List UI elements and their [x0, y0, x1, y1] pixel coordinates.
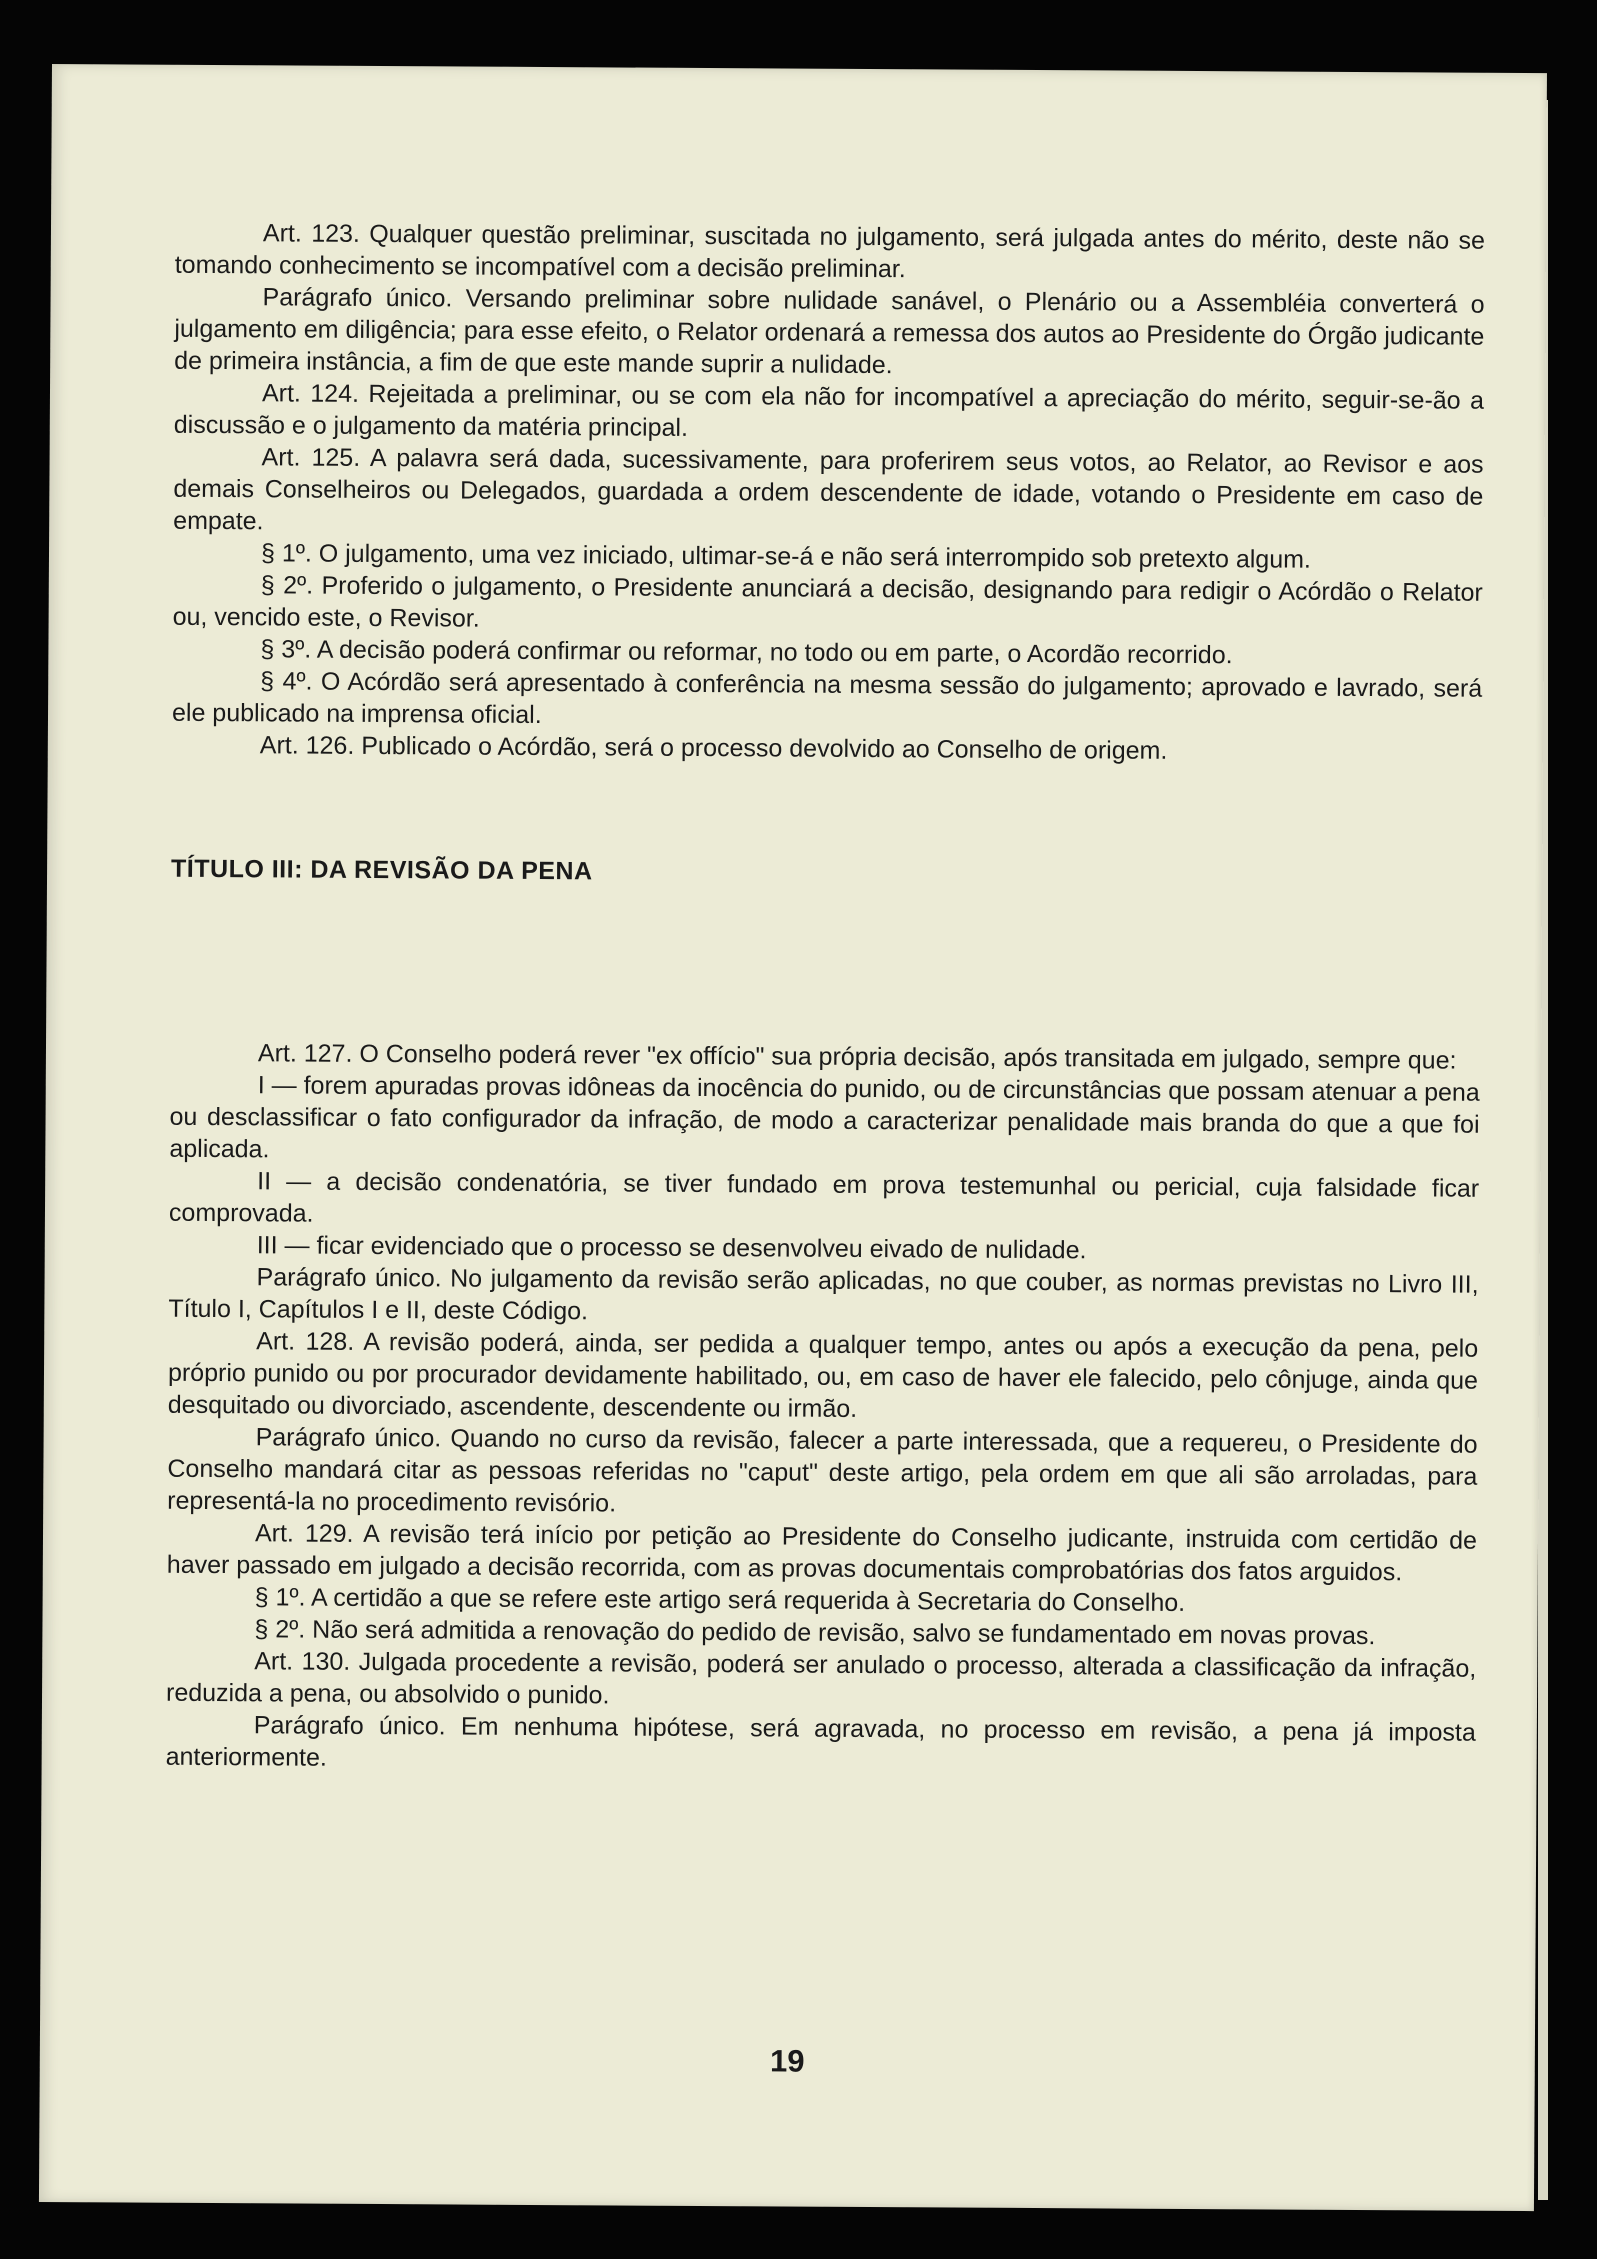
paragraph-art-127-sole: Parágrafo único. No julgamento da revisão serão aplicadas, no que couber, as normas previstas no Livro III, Título I, Capítulos I e II, deste Código.	[168, 1263, 1479, 1326]
document-page	[39, 64, 1547, 2211]
paragraph-art-123-sole: Parágrafo único. Versando preliminar sobre nulidade sanável, o Plenário ou a Assembléia converterá o julgamento em diligência; para esse efeito, o Relator ordenará a remessa dos autos ao Presidente do Órgão judicante de primeira instância, a fim de que este mande suprir a nulidade.	[174, 283, 1485, 380]
paragraph-art-130-sole: Parágrafo único. Em nenhuma hipótese, será agravada, no processo em revisão, a pena já imposta anteriormente.	[165, 1711, 1476, 1772]
paragraph-art-125-s2: § 2º. Proferido o julgamento, o Presidente anunciará a decisão, designando para redigir o Acórdão o Relator ou, vencido este, o Revisor.	[172, 571, 1483, 633]
page-number: 19	[769, 2043, 805, 2079]
paragraph-art-123: Art. 123. Qualquer questão preliminar, suscitada no julgamento, será julgada antes do mérito, deste não se tomando conhecimento se incompatível com a decisão preliminar.	[174, 219, 1486, 284]
paragraph-art-124: Art. 124. Rejeitada a preliminar, ou se com ela não for incompatível a apreciação do mérito, seguir-se-ão a discussão e o julgamento da matéria principal.	[173, 379, 1485, 442]
paragraph-art-128-sole: Parágrafo único. Quando no curso da revisão, falecer a parte interessada, que a requereu, o Presidente do Conselho mandará citar as pessoas referidas no "caput" deste artigo, pela ordem em que ali são arroladas, para representá-la no procedimento revisório.	[167, 1423, 1478, 1518]
page-content	[166, 217, 1485, 1781]
paragraph-art-129-s1: § 1º. A certidão a que se refere este artigo será requerida à Secretaria do Conselho.	[254, 1583, 1186, 1617]
paragraph-art-129: Art. 129. A revisão terá início por petição ao Presidente do Conselho judicante, instruida com certidão de haver passado em julgado a decisão recorrida, com as provas documentais comprobatórias dos fatos arguidos.	[166, 1519, 1478, 1587]
paragraph-art-129-s2: § 2º. Não será admitida a renovação do pedido de revisão, salvo se fundamentado em novas provas.	[254, 1615, 1376, 1651]
paragraph-art-127: Art. 127. O Conselho poderá rever "ex offício" sua própria decisão, após transitada em julgado, sempre que:	[257, 1039, 1457, 1075]
paragraph-art-125-s1: § 1º. O julgamento, uma vez iniciado, ultimar-se-á e não será interrompido sob pretexto algum.	[260, 539, 1312, 574]
paragraph-art-127-i: I — forem apuradas provas idôneas da inocência do punido, ou de circunstâncias que possam atenuar a pena ou desclassificar o fato configurador da infração, de modo a caracterizar penalidade mais branda do que a que foi aplicada.	[169, 1071, 1480, 1164]
paragraph-art-127-iii: III — ficar evidenciado que o processo se desenvolveu eivado de nulidade.	[256, 1231, 1087, 1265]
paragraph-art-125-s4: § 4º. O Acórdão será apresentado à conferência na mesma sessão do julgamento; aprovado e lavrado, será ele publicado na imprensa oficial.	[171, 667, 1483, 730]
paragraph-art-125-s3: § 3º. A decisão poderá confirmar ou reformar, no todo ou em parte, o Acordão recorrido.	[260, 635, 1233, 670]
paragraph-art-130: Art. 130. Julgada procedente a revisão, poderá ser anulado o processo, alterada a classificação da infração, reduzida a pena, ou absolvido o punido.	[165, 1647, 1477, 1710]
paragraph-art-128: Art. 128. A revisão poderá, ainda, ser pedida a qualquer tempo, antes ou após a execução da pena, pelo próprio punido ou por procurador devidamente habilitado, ou, em caso de haver ele falecido, pelo cônjuge, ainda que desquitado ou divorciado, ascendente, descendente ou irmão.	[167, 1327, 1479, 1423]
section-title: TÍTULO III: DA REVISÃO DA PENA	[171, 854, 593, 886]
paragraph-art-126: Art. 126. Publicado o Acórdão, será o processo devolvido ao Conselho de origem.	[259, 731, 1168, 765]
paragraph-art-127-ii: II — a decisão condenatória, se tiver fundado em prova testemunhal ou pericial, cuja falsidade ficar comprovada.	[168, 1167, 1480, 1228]
paragraph-art-125: Art. 125. A palavra será dada, sucessivamente, para proferirem seus votos, ao Relator, ao Revisor e aos demais Conselheiros ou Delegados, guardada a ordem descendente de idade, votando o Presidente em caso de empate.	[173, 443, 1484, 536]
